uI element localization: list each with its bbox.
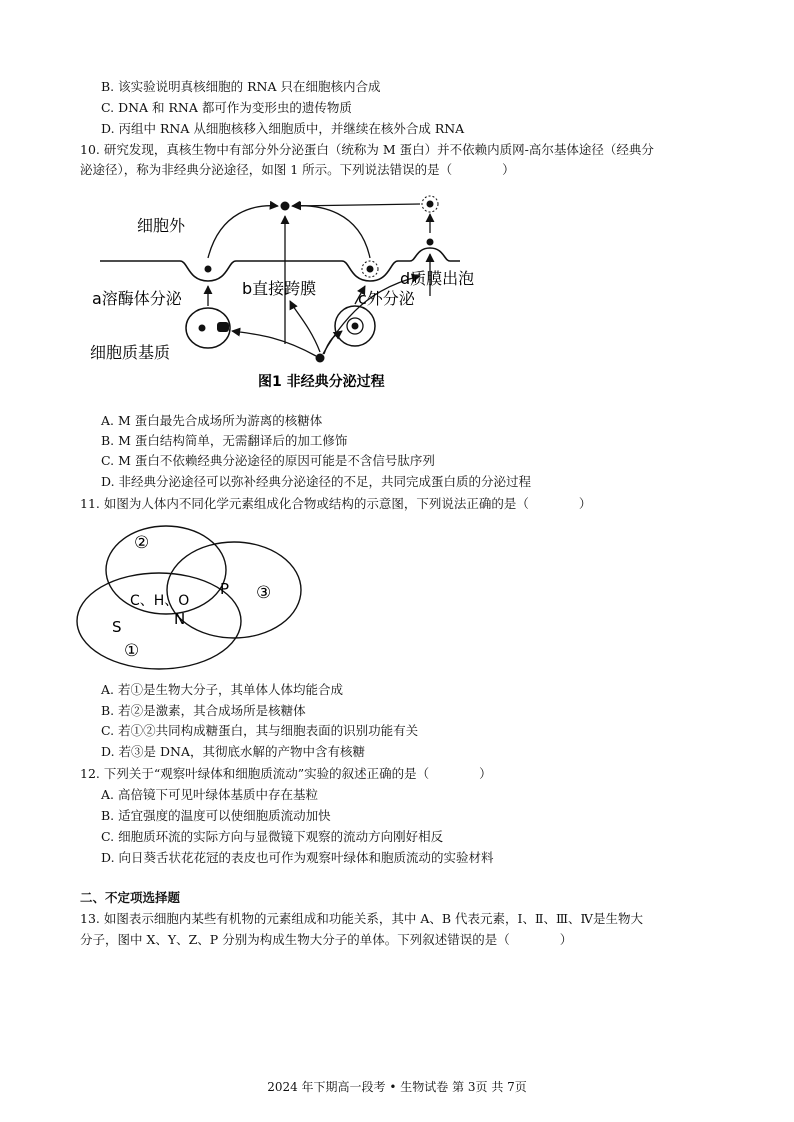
q11-option-a: A. 若①是生物大分子，其单体人体均能合成 [101,682,343,697]
venn-center-cho: C、H、O [130,593,190,609]
section-2-heading: 二、不定项选择题 [80,890,181,905]
q11-option-d: D. 若③是 DNA，其彻底水解的产物中含有核糖 [101,744,365,759]
figure-venn-elements [74,518,304,674]
q10-stem-line1: 10. 研究发现，真核生物中有部分外分泌蛋白（统称为 M 蛋白）并不依赖内质网-高尔基体途径（经典分 [80,142,654,157]
q10-stem-line2: 泌途径），称为非经典分泌途径，如图 1 所示。下列说法错误的是（ ） [80,162,515,177]
q10-option-c: C. M 蛋白不依赖经典分泌途径的原因可能是不含信号肽序列 [101,453,435,468]
venn-label-1: ① [124,641,140,661]
venn-element-s: S [112,618,122,636]
q13-stem-line1: 13. 如图表示细胞内某些有机物的元素组成和功能关系，其中 A、B 代表元素，Ⅰ、Ⅱ、Ⅲ、Ⅳ是生物大 [80,911,643,926]
label-d-bleb: d质膜出泡 [400,269,475,288]
q9-option-b: B. 该实验说明真核细胞的 RNA 只在细胞核内合成 [101,79,381,94]
m-protein-dot [205,266,212,273]
q13-stem-line2: 分子，图中 X、Y、Z、P 分别为构成生物大分子的单体。下列叙述错误的是（ ） [80,932,573,947]
venn-label-2: ② [134,533,150,553]
q9-option-d: D. 丙组中 RNA 从细胞核移入细胞质中，并继续在核外合成 RNA [101,121,465,136]
q10-option-a: A. M 蛋白最先合成场所为游离的核糖体 [101,413,323,428]
q12-stem: 12. 下列关于“观察叶绿体和细胞质流动”实验的叙述正确的是（ ） [80,766,492,781]
label-b-direct: b直接跨膜 [242,279,317,298]
venn-element-p: P [220,580,230,598]
q10-option-d: D. 非经典分泌途径可以弥补经典分泌途径的不足，共同完成蛋白质的分泌过程 [101,474,532,489]
q11-stem: 11. 如图为人体内不同化学元素组成化合物或结构的示意图，下列说法正确的是（ ） [80,496,592,511]
q11-option-b: B. 若②是激素，其合成场所是核糖体 [101,703,306,718]
extracellular-m-protein [281,202,290,211]
q12-option-a: A. 高倍镜下可见叶绿体基质中存在基粒 [101,787,318,802]
q12-option-d: D. 向日葵舌状花花冠的表皮也可作为观察叶绿体和胞质流动的实验材料 [101,850,494,865]
page-footer: 2024 年下期高一段考 • 生物试卷 第 3页 共 7页 [267,1080,527,1094]
label-c-exocrine: c外分泌 [358,289,415,308]
q9-option-c: C. DNA 和 RNA 都可作为变形虫的遗传物质 [101,100,352,115]
label-matrix: 细胞质基质 [90,343,171,362]
figure-1-nonclassical-secretion [80,186,475,396]
q12-option-b: B. 适宜强度的温度可以使细胞质流动加快 [101,808,331,823]
venn-element-n: N [174,610,186,628]
q12-option-c: C. 细胞质环流的实际方向与显微镜下观察的流动方向刚好相反 [101,829,444,844]
cytosolic-m-protein [316,354,325,363]
figure-1-caption: 图1 非经典分泌过程 [258,374,385,390]
q10-option-b: B. M 蛋白结构简单，无需翻译后的加工修饰 [101,433,348,448]
venn-label-3: ③ [256,583,272,603]
label-a-lysosome: a溶酶体分泌 [92,289,182,308]
label-outside: 细胞外 [137,216,186,235]
q11-option-c: C. 若①②共同构成糖蛋白，其与细胞表面的识别功能有关 [101,723,419,738]
